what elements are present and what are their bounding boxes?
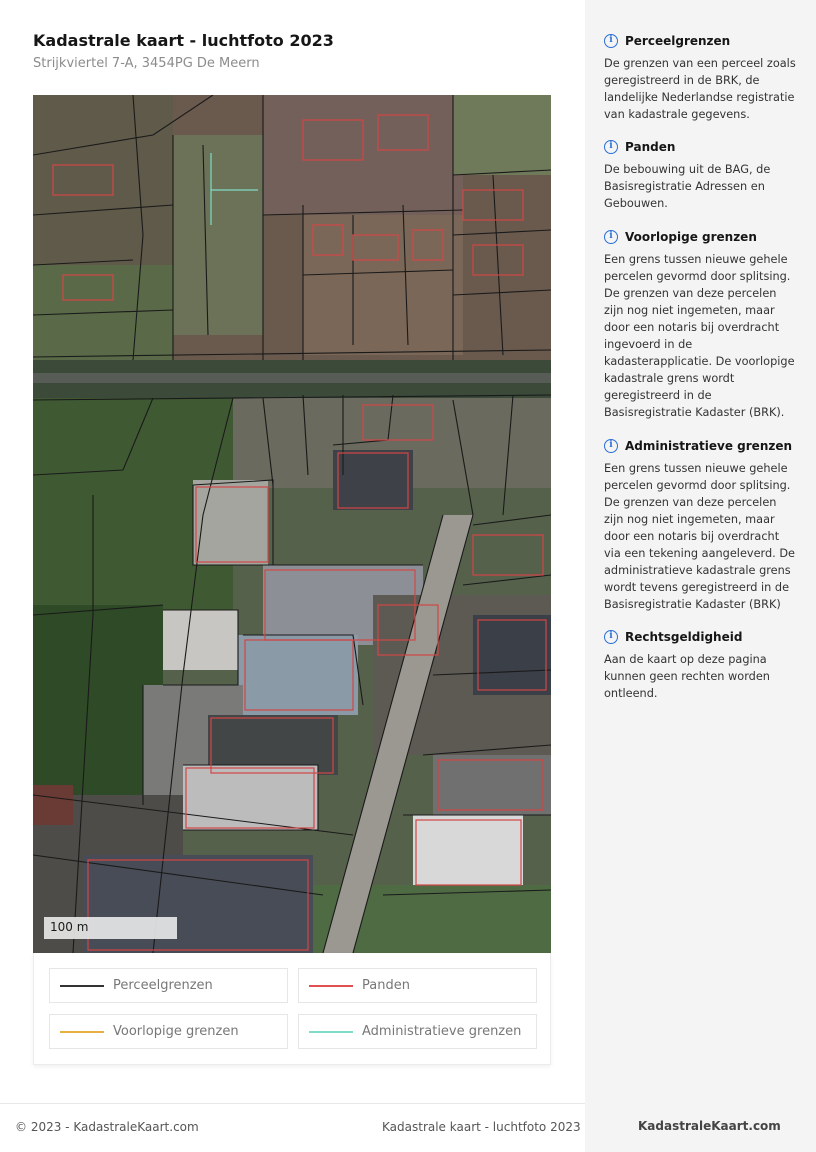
legend-item-perceelgrenzen — [49, 968, 288, 1003]
voorlopige-grenzen-swatch — [60, 1031, 104, 1033]
map-scale-bar: 100 m — [44, 917, 177, 939]
page-title: Kadastrale kaart - luchtfoto 2023 — [33, 31, 334, 50]
legend-item-voorlopige-grenzen — [49, 1014, 288, 1049]
administratieve-grenzen-swatch — [309, 1031, 353, 1033]
section-title: Administratieve grenzen — [625, 439, 793, 453]
info-icon: i — [604, 140, 618, 154]
info-icon: i — [604, 230, 618, 244]
footer-page-title: Kadastrale kaart - luchtfoto 2023 — [382, 1120, 581, 1134]
legend-label: Panden — [362, 978, 410, 993]
footer-brand[interactable]: KadastraleKaart.com — [638, 1119, 781, 1133]
section-panden — [604, 138, 799, 212]
info-icon: i — [604, 34, 618, 48]
section-administratieve-grenzen — [604, 437, 799, 613]
section-perceelgrenzen — [604, 32, 799, 123]
info-icon: i — [604, 630, 618, 644]
section-title: Rechtsgeldigheid — [625, 630, 743, 644]
section-title: Panden — [625, 140, 676, 154]
legend-item-panden — [298, 968, 537, 1003]
legend-label: Administratieve grenzen — [362, 1024, 522, 1039]
section-text: De bebouwing uit de BAG, de Basisregistratie Adressen en Gebouwen. — [604, 163, 771, 210]
section-text: De grenzen van een perceel zoals geregistreerd in de BRK, de landelijke Nederlandse registratie van kadastrale gegevens. — [604, 57, 796, 121]
section-text: Een grens tussen nieuwe gehele percelen gevormd door splitsing. De grenzen van deze percelen zijn nog niet ingemeten, maar door een notaris bij overdracht ingevoerd in de kadasterapplicatie. De voorlopige kadastrale grens wordt geregistreerd in de Basisregistratie Kadaster (BRK). — [604, 253, 795, 419]
section-text: Een grens tussen nieuwe gehele percelen gevormd door splitsing. De grenzen van deze percelen zijn nog niet ingemeten, maar door een notaris bij overdracht via een tekening aangeleverd. De administratieve kadastrale grens wordt tevens geregistreerd in de Basisregistratie Kadaster (BRK) — [604, 462, 795, 611]
map-canvas — [33, 95, 551, 953]
perceelgrenzen-swatch — [60, 985, 104, 987]
legend-label: Voorlopige grenzen — [113, 1024, 239, 1039]
section-voorlopige-grenzen — [604, 228, 799, 421]
footer-copyright: © 2023 - KadastraleKaart.com — [15, 1120, 199, 1134]
legend-item-administratieve-grenzen — [298, 1014, 537, 1049]
map-legend — [33, 953, 551, 1065]
address-subtitle: Strijkviertel 7-A, 3454PG De Meern — [33, 56, 260, 71]
section-title: Voorlopige grenzen — [625, 230, 757, 244]
panden-swatch — [309, 985, 353, 987]
section-text: Aan de kaart op deze pagina kunnen geen rechten worden ontleend. — [604, 653, 770, 700]
aerial-map[interactable] — [33, 95, 551, 953]
section-rechtsgeldigheid — [604, 628, 799, 702]
section-title: Perceelgrenzen — [625, 34, 731, 48]
legend-label: Perceelgrenzen — [113, 978, 213, 993]
footer-divider — [0, 1103, 585, 1104]
info-icon: i — [604, 439, 618, 453]
